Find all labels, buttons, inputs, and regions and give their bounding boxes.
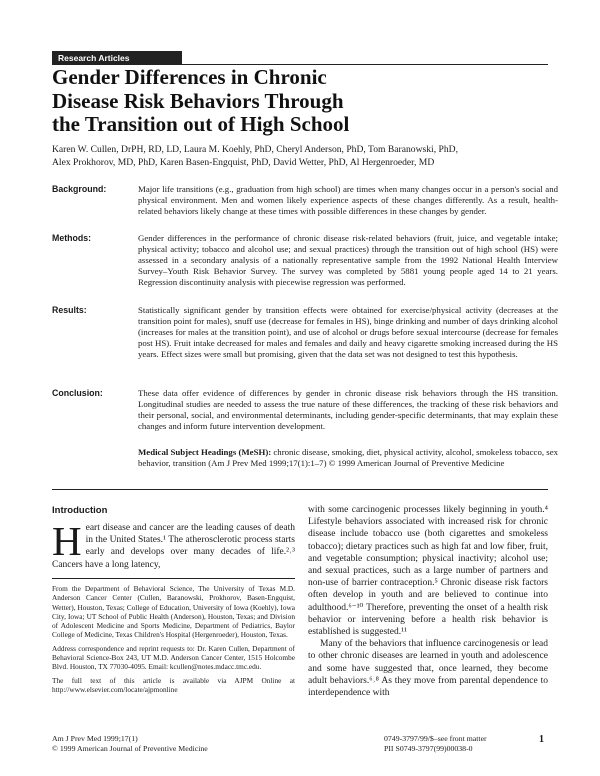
conclusion-text: These data offer evidence of differences by gender in chronic disease risk behaviors through the HS transition. Longitudinal studies are needed to assess the true nature of these differences, the tracking of these risk behaviors and their personal, social, and environmental determinants, including gender-specific determinants, that may explain these changes and inform future intervention development. bbox=[138, 388, 558, 432]
title-line-2: Disease Risk Behaviors Through bbox=[52, 88, 344, 113]
correspondence-text: Address correspondence and reprint requests to: Dr. Karen Cullen, Department of Behavioral Science-Box 243, UT M.D. Anderson Cancer Center, 1515 Holcombe Blvd. Houston, TX 77030-4095. Email: kcullen@notes.mdacc.tmc.edu. bbox=[52, 643, 295, 672]
intro-paragraph-1: eart disease and cancer are the leading causes of death in the United States.¹ The atherosclerotic process starts early and develops over many decades of life.²˒³ Cancers have a long latency, bbox=[52, 523, 295, 570]
results-label: Results: bbox=[52, 305, 87, 315]
intro-paragraph-2: with some carcinogenic processes likely beginning in youth.⁴ Lifestyle behaviors associated with increased risk for chronic disease include tobacco use (both cigarettes and smokeless tobacco); dietary practices such as high fat and low fiber, fruit, and vegetable consumption; physical inactivity; alcohol use; and sexual practices, such as a large number of partners and non-use of barrier contraception.⁵ Chronic disease risk factors often develop in youth and are believed to continue into adulthood.⁶⁻¹⁰ Therefore, preventing the onset of a health risk behavior or intervening before a health risk behavior is established is suggested.¹¹ bbox=[308, 505, 548, 638]
body-column-2 bbox=[308, 504, 548, 699]
author-list bbox=[52, 143, 552, 170]
affiliation-note bbox=[52, 584, 295, 698]
affiliation-rule bbox=[52, 578, 295, 579]
mesh-keywords bbox=[138, 447, 558, 469]
results-text: Statistically significant gender by transition effects were obtained for exercise/physical activity (decreases at the transition point for males), snuff use (decrease for females in HS), binge drinking and number of days drinking alcohol (increases for males at the transition point), and use of alcohol or drugs before sexual intercourse (decrease for females post HS). Fruit intake decreased for males and females and daily and heavy cigarette smoking increased during the HS years. Effect sizes were small but promising, given that the data set was not designed to test this hypothesis. bbox=[138, 305, 558, 360]
footer-left bbox=[52, 734, 208, 754]
issn-line: 0749-3797/99/$–see front matter bbox=[384, 734, 487, 743]
page-number: 1 bbox=[539, 734, 544, 745]
title-line-3: the Transition out of High School bbox=[52, 112, 350, 136]
affiliation-text: From the Department of Behavioral Science, The University of Texas M.D. Anderson Cancer Center (Cullen, Baranowski, Prokhorov, Basen-Engquist, Wetter), Houston, Texas; College of Education, University of Iowa (Koehly), Iowa City, Iowa; UT School of Public Health (Anderson), Houston, Texas; and Division of Adolescent Medicine and Sports Medicine, Department of Pediatrics, Baylor College of Medicine, Texas Children's Hospital (Hergenroeder), Houston, Texas. bbox=[52, 584, 295, 640]
mesh-label: Medical Subject Headings (MeSH): bbox=[138, 447, 272, 457]
background-label: Background: bbox=[52, 184, 107, 194]
introduction-heading: Introduction bbox=[52, 505, 108, 516]
mesh-text: chronic disease, smoking, diet, physical activity, alcohol, smokeless tobacco, sex behavior, transition (Am J Prev Med 1999;17(1):1–7) © 1999 American Journal of Preventive Medicine bbox=[138, 447, 558, 469]
copyright: © 1999 American Journal of Preventive Medicine bbox=[52, 744, 208, 753]
title-line-1: Gender Differences in Chronic bbox=[52, 65, 327, 89]
authors-line-1: Karen W. Cullen, DrPH, RD, LD, Laura M. Koehly, PhD, Cheryl Anderson, PhD, Tom Baranowski, PhD, bbox=[52, 144, 458, 155]
drop-cap: H bbox=[52, 518, 82, 564]
journal-citation: Am J Prev Med 1999;17(1) bbox=[52, 734, 138, 743]
abstract-rule bbox=[52, 489, 548, 490]
body-column-1 bbox=[52, 518, 295, 571]
methods-text: Gender differences in the performance of chronic disease risk-related behaviors (fruit, juice, and vegetable intake; physical activity; tobacco and alcohol use; and sexual practices) through the transition out of high school (HS) were assessed in a secondary analysis of a nationally representative sample from the 1992 National Health Interview Survey–Youth Risk Behavior Survey. The survey was completed by 5881 young people aged 14 to 21 years. Regression discontinuity analysis with piecewise regression was performed. bbox=[138, 233, 558, 288]
online-note: The full text of this article is available via AJPM Online at http://www.elsevier.com/locate/ajpmonline bbox=[52, 675, 295, 694]
section-label: Research Articles bbox=[52, 51, 182, 65]
conclusion-label: Conclusion: bbox=[52, 388, 103, 398]
pii-line: PII S0749-3797(99)00038-0 bbox=[384, 744, 473, 753]
background-text: Major life transitions (e.g., graduation from high school) are times when many changes occur in a person's social and physical environment. Men and women likely experience aspects of these changes differently. As a result, health-related behaviors likely change at these times with possible differences in these changes by gender. bbox=[138, 184, 558, 217]
intro-paragraph-3: Many of the behaviors that influence carcinogenesis or lead to other chronic diseases are learned in youth and adolescence and some have suggested that, once learned, they become adult behaviors.⁶˒⁸ As they move from parental dependence to interdependence with bbox=[308, 639, 548, 699]
methods-label: Methods: bbox=[52, 233, 92, 243]
footer-right bbox=[384, 734, 487, 754]
authors-line-2: Alex Prokhorov, MD, PhD, Karen Basen-Engquist, PhD, David Wetter, PhD, Al Hergenroeder, MD bbox=[52, 157, 435, 169]
article-title bbox=[52, 66, 452, 137]
